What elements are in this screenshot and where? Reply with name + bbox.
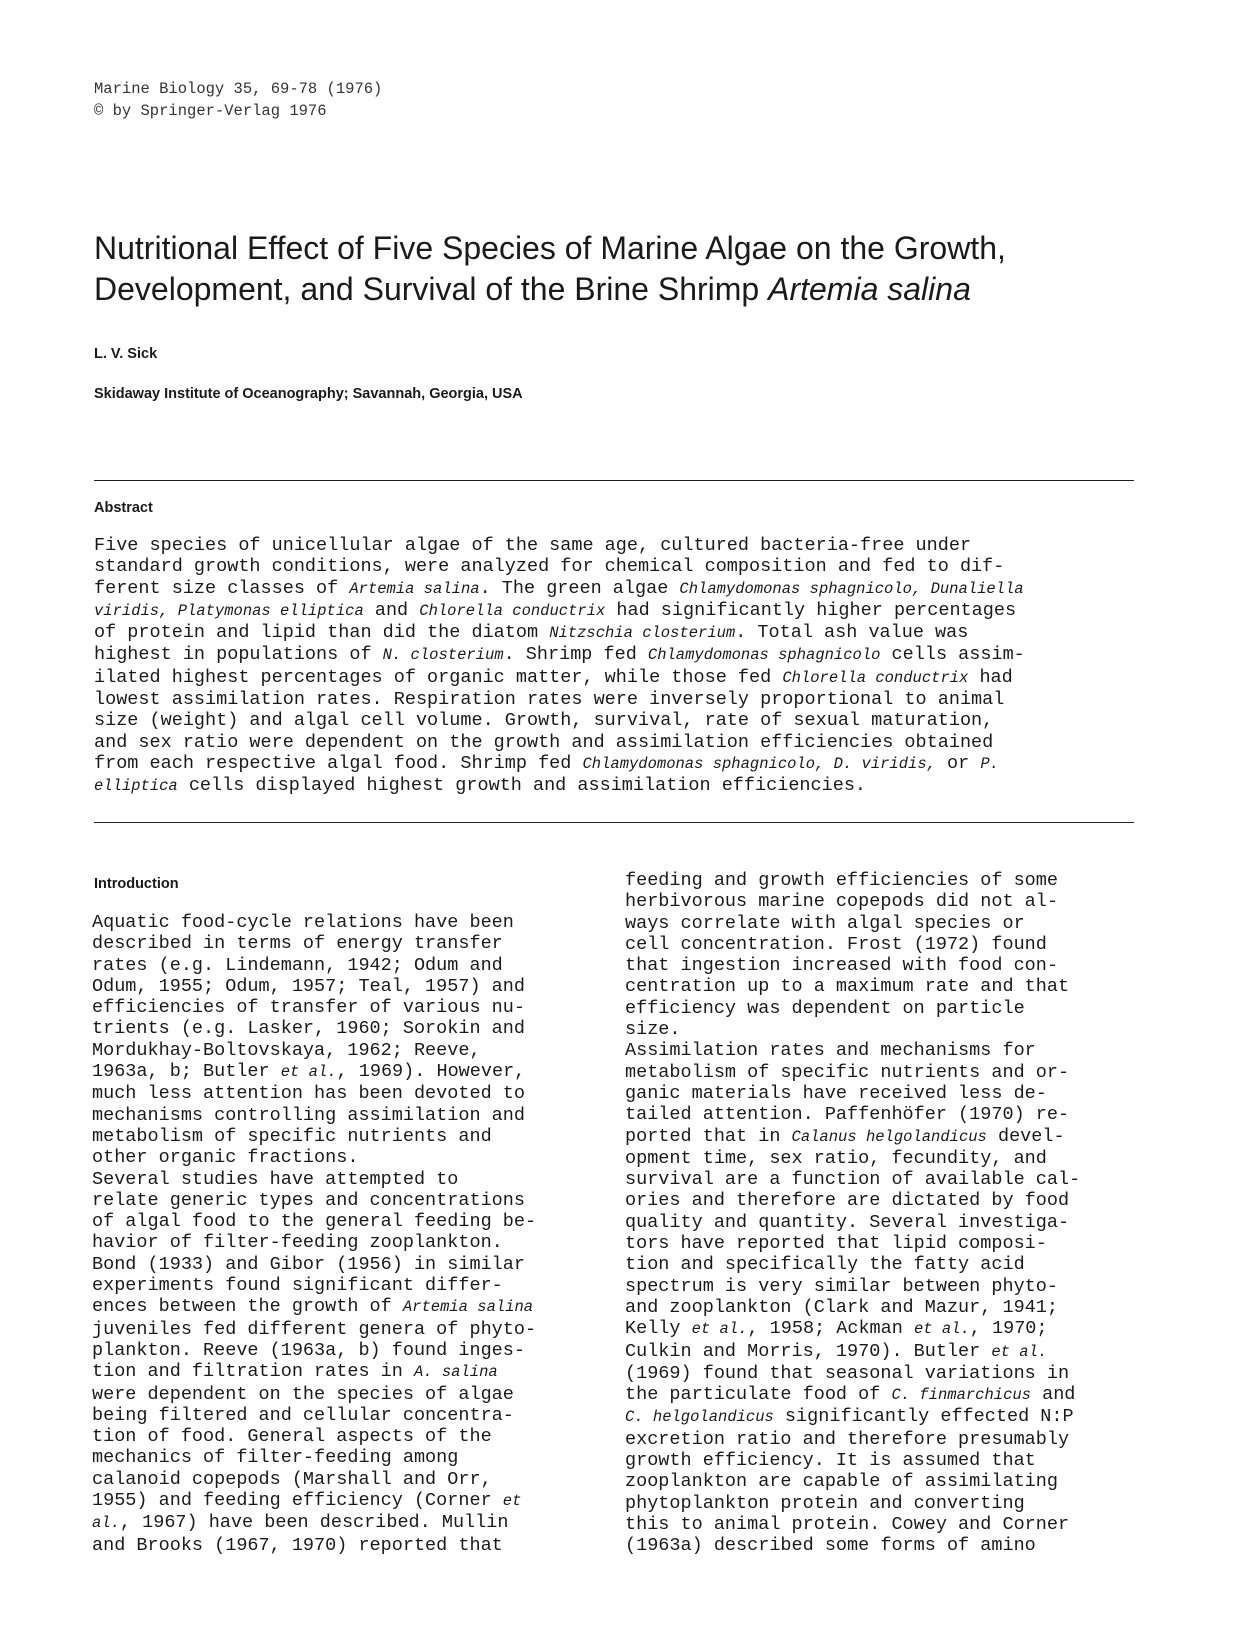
text-run: plankton. Reeve (1963a, b) found inges- [92,1339,525,1361]
italic-term: et al. [991,1342,1048,1361]
text-line [92,1147,602,1168]
text-run: feeding and growth efficiencies of some [625,870,1058,891]
text-run: juveniles fed different genera of phyto- [92,1318,537,1340]
text-line [94,689,1154,710]
italic-term: Calanus helgolandicus [791,1127,987,1146]
text-run: tailed attention. Paffenhöfer (1970) re- [625,1104,1070,1126]
text-run: size (weight) and algal cell volume. Growth, survival, rate of sexual maturation, [94,710,994,732]
text-line [625,913,1135,934]
text-run: much less attention has been devoted to [92,1083,525,1105]
text-line [92,1426,602,1447]
text-run: lowest assimilation rates. Respiration rates were inversely proportional to animal [94,689,1005,711]
text-run: Five species of unicellular algae of the same age, cultured bacteria-free under [94,535,972,556]
text-line [94,622,1154,644]
italic-term: viridis, Platymonas elliptica [94,601,364,620]
text-run: havior of filter-feeding zooplankton. [92,1232,503,1254]
italic-term: Artemia salina [349,579,480,598]
text-line [625,1190,1135,1211]
italic-term: Chlorella conductrix [782,668,969,687]
author: L. V. Sick [94,346,158,362]
text-run: cell concentration. Frost (1972) found [625,933,1047,955]
text-run: from each respective algal food. Shrimp fed [94,752,583,774]
text-line [625,1493,1135,1514]
text-line [92,1105,602,1126]
text-run: Aquatic food-cycle relations have been [92,912,514,933]
text-line [94,644,1154,666]
text-run: tion of food. General aspects of the [92,1426,492,1448]
text-line [92,1275,602,1296]
title-line-2-text: Development, and Survival of the Brine Shrimp [94,271,769,307]
journal-line: Marine Biology 35, 69-78 (1976) [94,80,383,98]
text-line [94,556,1154,577]
text-line [94,600,1154,622]
text-line [92,997,602,1018]
text-line [625,1083,1135,1104]
text-line [625,1514,1135,1535]
italic-term: Chlamydomonas sphagnicolo [647,646,881,665]
text-run: standard growth conditions, were analyzed for chemical composition and fed to dif- [94,556,1005,578]
text-run: ferent size classes of [94,577,350,599]
text-line [92,1061,602,1083]
text-line [92,1405,602,1426]
text-line [92,1490,602,1512]
text-line [625,1062,1135,1083]
text-line [92,1169,602,1190]
text-run: quality and quantity. Several investiga- [625,1211,1070,1233]
text-run: calanoid copepods (Marshall and Orr, [92,1468,492,1490]
italic-term: Artemia salina [402,1298,534,1317]
text-line [92,1018,602,1039]
italic-term: elliptica [94,777,178,796]
text-run: and zooplankton (Clark and Mazur, 1941; [625,1296,1058,1318]
text-line [92,1190,602,1211]
text-line [625,1384,1135,1406]
text-run: Culkin and Morris, 1970). Butler [625,1340,992,1362]
text-run: had significantly higher percentages [605,599,1017,621]
text-run: devel- [986,1125,1065,1147]
text-run: Odum, 1955; Odum, 1957; Teal, 1957) and [92,975,525,997]
italic-term: Chlamydomonas sphagnicolo, D. viridis, [582,754,936,773]
text-run: 1963a, b; Butler [92,1061,281,1083]
text-run: metabolism of specific nutrients and [92,1125,492,1147]
text-run: Several studies have attempted to [92,1168,459,1190]
text-line [92,1447,602,1468]
text-line [625,1429,1135,1450]
text-run: phytoplankton protein and converting [625,1492,1025,1514]
italic-term: et [502,1492,522,1511]
text-run: ences between the growth of [92,1296,403,1318]
text-line [92,933,602,954]
text-run: mechanics of filter-feeding among [92,1447,459,1469]
introduction-column-1 [92,912,602,1556]
text-line [92,1126,602,1147]
italic-term: A. salina [413,1363,498,1382]
text-run: and sex ratio were dependent on the growth and assimilation efficiencies obtained [94,731,994,753]
text-run: cells assim- [880,644,1025,666]
text-line [625,1535,1135,1556]
journal-citation [94,78,382,122]
text-line [92,912,602,933]
text-run: , 1958; Ackman [747,1318,914,1340]
text-line [94,710,1154,731]
text-run: excretion ratio and therefore presumably [625,1428,1070,1450]
text-run: Bond (1933) and Gibor (1956) in similar [92,1253,525,1275]
text-line [625,1450,1135,1471]
text-run: significantly effected N:P [773,1406,1074,1428]
text-line [625,1341,1135,1363]
text-line [625,998,1135,1019]
abstract-heading: Abstract [94,500,153,516]
text-run: described in terms of energy transfer [92,933,503,955]
text-run: ilated highest percentages of organic matter, while those fed [94,666,783,688]
text-run: . Shrimp fed [503,644,648,666]
text-run: Assimilation rates and mechanisms for [625,1040,1036,1062]
text-run: experiments found significant differ- [92,1275,503,1297]
italic-term: Nitzschia closterium [549,624,736,643]
text-run: or [935,752,981,774]
text-line [92,1040,602,1061]
text-run: zooplankton are capable of assimilating [625,1471,1058,1493]
text-run: growth efficiency. It is assumed that [625,1450,1036,1472]
italic-term: P. [980,754,999,773]
text-line [625,1233,1135,1254]
text-run: and [1030,1384,1076,1406]
text-line [625,955,1135,976]
text-line [625,1254,1135,1275]
text-line [92,1254,602,1275]
text-run: spectrum is very similar between phyto- [625,1275,1058,1297]
text-line [92,1469,602,1490]
text-run: of algal food to the general feeding be- [92,1211,537,1233]
text-run: tion and filtration rates in [92,1361,414,1383]
text-line [625,870,1135,891]
text-line [92,1211,602,1232]
text-line [625,1148,1135,1169]
text-line [94,775,1154,797]
text-run: rates (e.g. Lindemann, 1942; Odum and [92,954,503,976]
italic-term: et al. [280,1063,337,1082]
text-run: . The green algae [479,577,680,599]
italic-term: al. [92,1514,120,1533]
text-run: . Total ash value was [735,622,969,644]
text-run: , 1967) have been described. Mullin [119,1512,509,1534]
italic-term: C. helgolandicus [625,1408,774,1427]
text-line [92,1512,602,1534]
text-run: were dependent on the species of algae [92,1383,514,1405]
italic-term: et al. [913,1320,970,1339]
text-line [92,1232,602,1253]
text-run: metabolism of specific nutrients and or- [625,1061,1070,1083]
text-run: size. [625,1019,681,1041]
abstract-bottom-rule [94,822,1134,823]
abstract-body [94,535,1154,798]
text-run: centration up to a maximum rate and that [625,976,1070,998]
text-line [625,1126,1135,1148]
text-run: that ingestion increased with food con- [625,955,1058,977]
text-run: and Brooks (1967, 1970) reported that [92,1534,503,1556]
text-run: relate generic types and concentrations [92,1189,525,1211]
paper-title [94,228,1194,310]
title-line-1: Nutritional Effect of Five Species of Marine Algae on the Growth, [94,230,1006,266]
text-line [625,1406,1135,1428]
text-line [92,1361,602,1383]
text-run: ways correlate with algal species or [625,912,1025,934]
text-line [92,1535,602,1556]
text-line [92,1319,602,1340]
text-run: trients (e.g. Lasker, 1960; Sorokin and [92,1018,525,1040]
text-run: tion and specifically the fatty acid [625,1254,1025,1276]
text-line [92,1340,602,1361]
text-line [625,1104,1135,1125]
text-run: this to animal protein. Cowey and Corner [625,1513,1070,1535]
affiliation: Skidaway Institute of Oceanography; Savannah, Georgia, USA [94,386,523,402]
text-line [625,1040,1135,1061]
text-line [625,1297,1135,1318]
text-line [92,955,602,976]
text-line [94,578,1154,600]
text-line [92,1083,602,1104]
title-species: Artemia salina [768,271,971,307]
text-line [92,1296,602,1318]
text-run: Kelly [625,1318,692,1340]
text-run: cells displayed highest growth and assimilation efficiencies. [177,775,867,797]
text-run: , 1970; [969,1318,1048,1340]
text-run: highest in populations of [94,644,383,666]
title-line-2 [94,269,1194,310]
text-run: herbivorous marine copepods did not al- [625,891,1058,913]
text-run: , 1969). However, [336,1061,526,1083]
text-line [625,1318,1135,1340]
text-run: ories and therefore are dictated by food [625,1190,1070,1212]
text-line [625,1019,1135,1040]
text-run: efficiencies of transfer of various nu- [92,997,525,1019]
introduction-heading: Introduction [94,876,179,892]
text-run: of protein and lipid than did the diatom [94,622,550,644]
text-line [625,1212,1135,1233]
text-run: mechanisms controlling assimilation and [92,1104,525,1126]
text-run: efficiency was dependent on particle [625,997,1025,1019]
text-line [92,1384,602,1405]
text-run: ported that in [625,1125,792,1147]
text-run: Mordukhay-Boltovskaya, 1962; Reeve, [92,1039,481,1061]
text-run: 1955) and feeding efficiency (Corner [92,1490,503,1512]
text-run: opment time, sex ratio, fecundity, and [625,1147,1047,1169]
text-run: the particulate food of [625,1384,892,1406]
text-run: being filtered and cellular concentra- [92,1404,514,1426]
text-run: had [968,666,1013,688]
introduction-column-2 [625,870,1135,1557]
text-line [94,535,1154,556]
italic-term: et al. [691,1320,748,1339]
text-line [625,976,1135,997]
text-line [625,1169,1135,1190]
abstract-top-rule [94,480,1134,481]
italic-term: C. finmarchicus [891,1386,1031,1405]
text-line [625,1471,1135,1492]
italic-term: Chlamydomonas sphagnicolo, Dunaliella [679,579,1024,598]
text-line [625,1363,1135,1384]
text-line [92,976,602,997]
text-line [94,753,1154,775]
text-run: other organic fractions. [92,1147,359,1169]
copyright-line: © by Springer-Verlag 1976 [94,102,327,120]
text-line [94,667,1154,689]
text-line [625,934,1135,955]
text-run: (1963a) described some forms of amino [625,1535,1036,1557]
italic-term: Chlorella conductrix [419,601,606,620]
text-run: ganic materials have received less de- [625,1082,1047,1104]
text-run: (1969) found that seasonal variations in [625,1362,1070,1384]
text-line [94,732,1154,753]
text-line [625,1276,1135,1297]
text-run: survival are a function of available cal- [625,1169,1081,1191]
text-line [625,891,1135,912]
italic-term: N. closterium [382,646,504,665]
text-run: tors have reported that lipid composi- [625,1233,1047,1255]
text-run: and [363,599,420,621]
